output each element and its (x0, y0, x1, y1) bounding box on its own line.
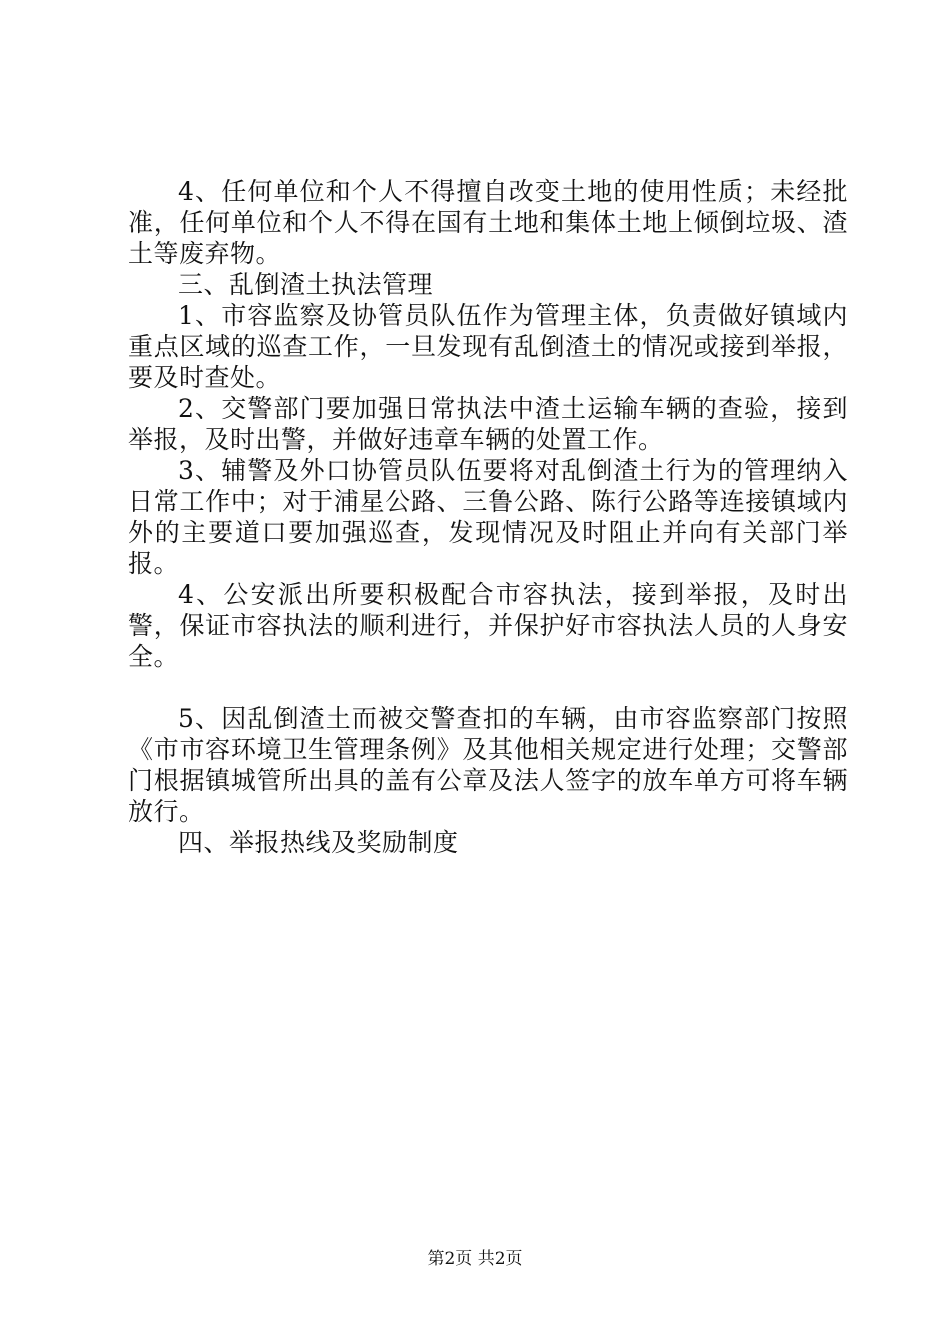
section-heading-hotline: 四、举报热线及奖励制度 (178, 828, 459, 857)
document-body (128, 176, 848, 858)
paragraph-vehicle-release: 5、因乱倒渣土而被交警查扣的车辆，由市容监察部门按照《市市容环境卫生管理条例》及其他相关规定进行处理；交警部门根据镇城管所出具的盖有公章及法人签字的放车单方可将车辆放行。 (128, 704, 848, 826)
paragraph-traffic-police: 2、交警部门要加强日常执法中渣土运输车辆的查验，接到举报，及时出警，并做好违章车辆的处置工作。 (128, 394, 848, 454)
paragraph-land-use: 4、任何单位和个人不得擅自改变土地的使用性质；未经批准，任何单位和个人不得在国有土地和集体土地上倾倒垃圾、渣土等废弃物。 (128, 177, 848, 268)
section-heading-enforcement: 三、乱倒渣土执法管理 (178, 270, 434, 299)
paragraph-auxiliary-police: 3、辅警及外口协管员队伍要将对乱倒渣土行为的管理纳入日常工作中；对于浦星公路、三鲁公路、陈行公路等连接镇域内外的主要道口要加强巡查，发现情况及时阻止并向有关部门举报。 (128, 456, 848, 578)
paragraph-public-security: 4、公安派出所要积极配合市容执法，接到举报，及时出警，保证市容执法的顺利进行，并保护好市容执法人员的人身安全。 (128, 580, 848, 671)
paragraph-spacer (128, 672, 848, 703)
page-number-footer: 第2页 共2页 (427, 1249, 523, 1269)
paragraph-city-inspection: 1、市容监察及协管员队伍作为管理主体，负责做好镇域内重点区域的巡查工作，一旦发现有乱倒渣土的情况或接到举报，要及时查处。 (128, 301, 848, 392)
